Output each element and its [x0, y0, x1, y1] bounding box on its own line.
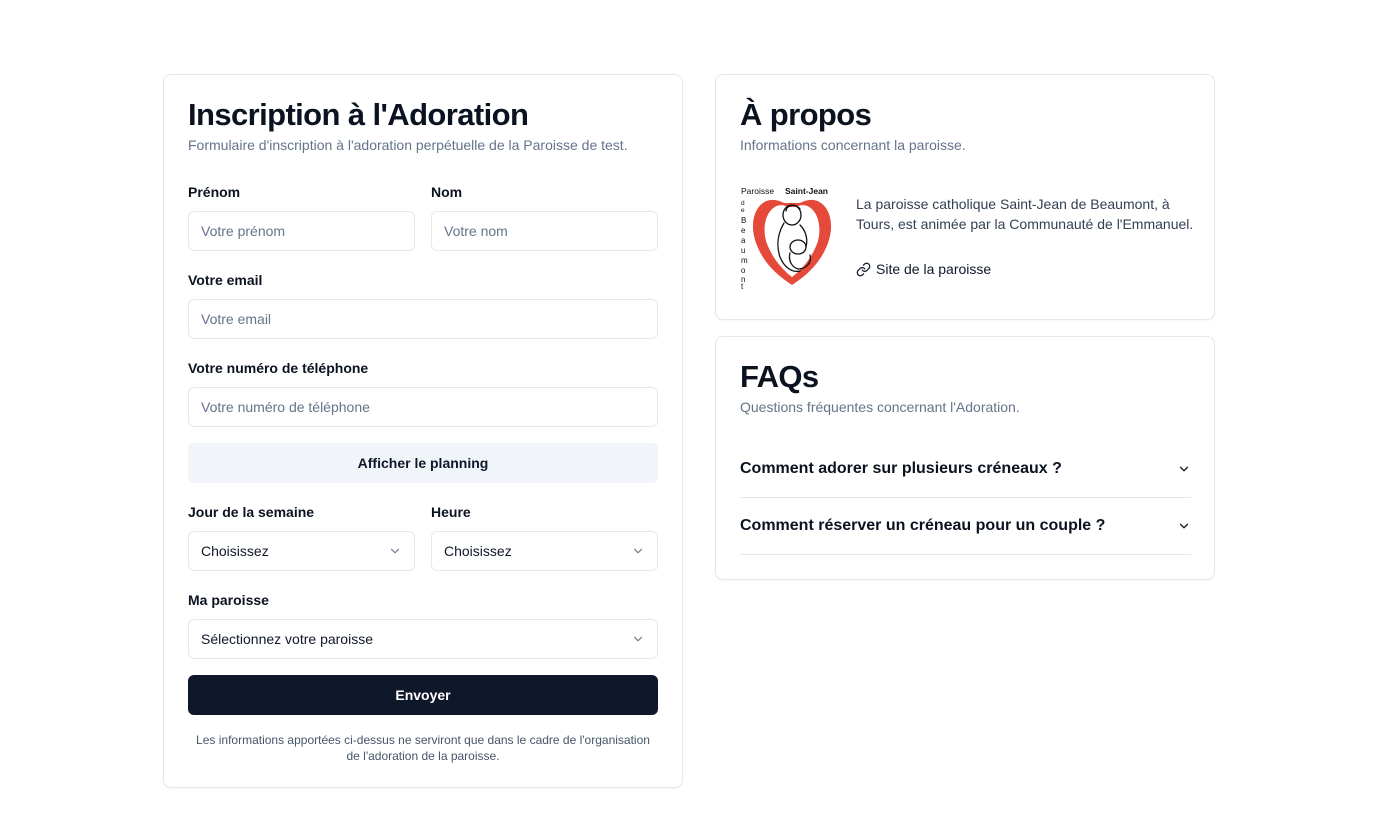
- first-name-label: Prénom: [188, 184, 241, 200]
- svg-text:m: m: [741, 256, 748, 265]
- svg-text:u: u: [741, 246, 746, 255]
- privacy-disclaimer: Les informations apportées ci-dessus ne serviront que dans le cadre de l'organisation de l'adoration de la paroisse.: [196, 733, 650, 763]
- parish-website-link[interactable]: [856, 261, 991, 277]
- last-name-input[interactable]: [431, 211, 658, 251]
- faq-subtitle: Questions fréquentes concernant l'Adoration.: [740, 399, 1020, 415]
- faq-item[interactable]: [740, 498, 1191, 555]
- last-name-label: Nom: [431, 184, 463, 200]
- parish-website-label: Site de la paroisse: [876, 261, 992, 277]
- day-select-value: Choisissez: [201, 543, 269, 559]
- svg-text:d: d: [741, 200, 745, 207]
- faq-title: FAQs: [740, 359, 819, 394]
- hour-select-value: Choisissez: [444, 543, 512, 559]
- parish-label: Ma paroisse: [188, 592, 269, 608]
- first-name-input[interactable]: [188, 211, 415, 251]
- chevron-down-icon: [631, 544, 645, 558]
- svg-text:a: a: [741, 236, 746, 245]
- svg-text:e: e: [741, 207, 745, 214]
- chevron-down-icon: [631, 632, 645, 646]
- svg-text:Paroisse: Paroisse: [741, 186, 775, 196]
- about-title: À propos: [740, 97, 872, 132]
- registration-card: [163, 74, 683, 788]
- svg-text:n: n: [741, 275, 746, 284]
- phone-label: Votre numéro de téléphone: [188, 360, 369, 376]
- registration-title: Inscription à l'Adoration: [188, 97, 529, 132]
- svg-text:B: B: [741, 216, 747, 225]
- svg-text:t: t: [741, 282, 744, 289]
- parish-select[interactable]: [188, 619, 658, 659]
- email-input[interactable]: [188, 299, 658, 339]
- email-label: Votre email: [188, 272, 263, 288]
- svg-text:e: e: [741, 226, 746, 235]
- registration-subtitle: Formulaire d'inscription à l'adoration perpétuelle de la Paroisse de test.: [188, 137, 628, 153]
- submit-button[interactable]: Envoyer: [188, 675, 658, 715]
- link-icon: [856, 262, 871, 277]
- faq-question: Comment réserver un créneau pour un couple ?: [740, 517, 1106, 534]
- svg-text:Saint-Jean: Saint-Jean: [785, 186, 828, 196]
- hour-label: Heure: [431, 504, 471, 520]
- faq-card: [715, 336, 1215, 580]
- day-label: Jour de la semaine: [188, 504, 315, 520]
- parish-logo: [740, 185, 844, 289]
- about-description: La paroisse catholique Saint-Jean de Beaumont, à Tours, est animée par la Communauté de l'Emmanuel.: [856, 196, 1194, 232]
- hour-select[interactable]: [431, 531, 658, 571]
- chevron-down-icon: [388, 544, 402, 558]
- about-card: [715, 74, 1215, 320]
- phone-input[interactable]: [188, 387, 658, 427]
- svg-text:o: o: [741, 266, 746, 275]
- faq-item[interactable]: [740, 441, 1191, 498]
- parish-select-value: Sélectionnez votre paroisse: [201, 631, 373, 647]
- chevron-down-icon: [1177, 519, 1191, 533]
- show-planning-button[interactable]: Afficher le planning: [188, 443, 658, 483]
- chevron-down-icon: [1177, 462, 1191, 476]
- about-subtitle: Informations concernant la paroisse.: [740, 137, 966, 153]
- faq-question: Comment adorer sur plusieurs créneaux ?: [740, 460, 1062, 477]
- day-select[interactable]: [188, 531, 415, 571]
